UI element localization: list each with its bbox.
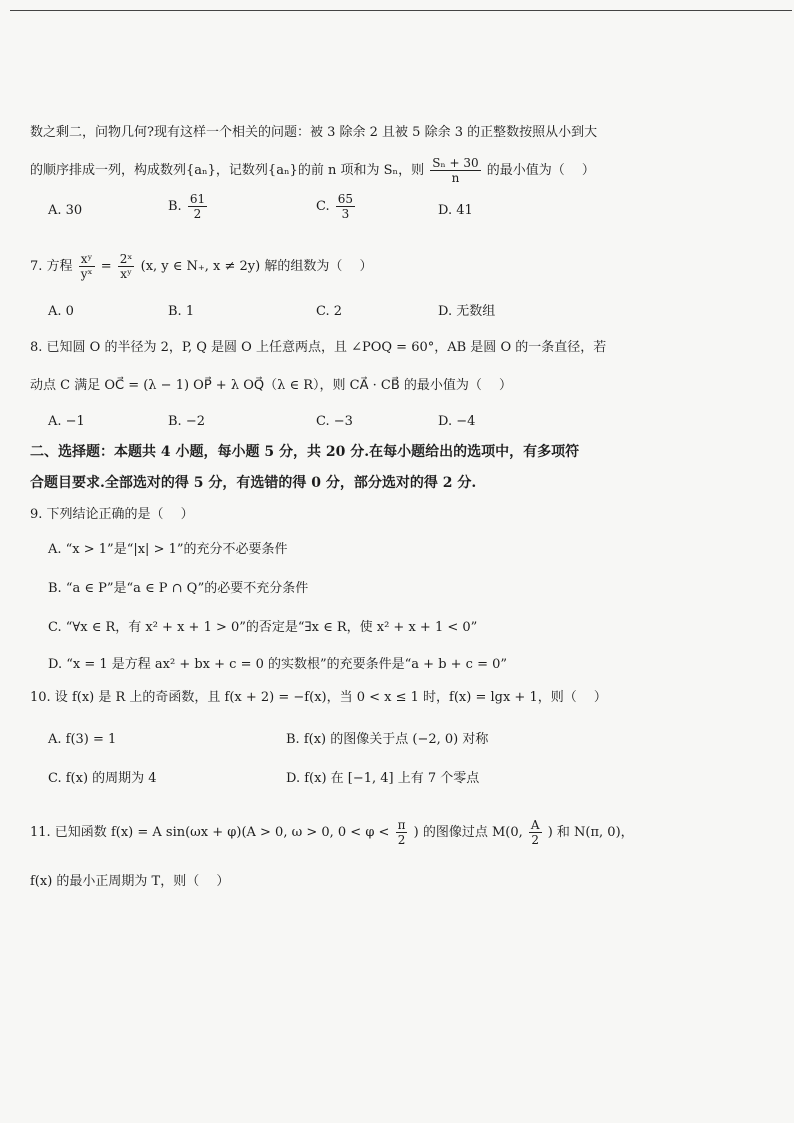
q9-option-a: A. “x > 1”是“|x| > 1”的充分不必要条件 [48,542,288,557]
q10-stem: 10. 设 f(x) 是 R 上的奇函数，且 f(x + 2) = −f(x)，当 0 < x ≤ 1 时，f(x) = lgx + 1，则（ ） [30,690,607,705]
q6-fraction: $\frac{\text{Sₙ + 30}}{n}$ [432,156,479,185]
q10-option-a: A. f(3) = 1 [48,732,117,747]
q7-option-d: D. 无数组 [438,304,496,319]
top-rule [10,10,792,11]
q7-option-b: B. 1 [168,304,195,319]
q10-option-c: C. f(x) 的周期为 4 [48,771,157,786]
q10-option-b: B. f(x) 的图像关于点 (−2, 0) 对称 [286,732,489,747]
q6-line1: 数之剩二，问物几何?现有这样一个相关的问题：被 3 除余 2 且被 5 除余 3 的正整数按照从小到大 [30,125,598,140]
q11-line2: f(x) 的最小正周期为 T，则（ ） [30,874,230,889]
q6-option-d: D. 41 [438,203,473,218]
q8-option-d: D. −4 [438,414,476,429]
q11-line1: 11. 已知函数 f(x) = A sin(ωx + φ)(A > 0, ω > 0, 0 < φ < $\frac{\pi}{2}$ ) 的图像过点 M(0, $\frac{A}{2}$ ) 和 N(π, 0)， [30,818,634,847]
q8-option-c: C. −3 [316,414,353,429]
q8-line2: 动点 C 满足 OC⃗ = (λ − 1) OP⃗ + λ OQ⃗（λ ∈ R），则 CA⃗ · CB⃗ 的最小值为（ ） [30,378,513,393]
section2-heading-line2: 合题目要求.全部选对的得 5 分，有选错的得 0 分，部分选对的得 2 分. [30,475,477,491]
q8-option-b: B. −2 [168,414,205,429]
q7-option-a: A. 0 [48,304,74,319]
q9-option-b: B. “a ∈ P”是“a ∈ P ∩ Q”的必要不充分条件 [48,581,309,596]
q6-option-a: A. 30 [48,203,83,218]
q8-line1: 8. 已知圆 O 的半径为 2，P, Q 是圆 O 上任意两点，且 ∠POQ = 60°，AB 是圆 O 的一条直径，若 [30,340,607,355]
q7-option-c: C. 2 [316,304,343,319]
q10-option-d: D. f(x) 在 [−1, 4] 上有 7 个零点 [286,771,480,786]
q7-stem: 7. 方程 $\frac{\text{xʸ}}{\text{yˣ}}$ = $\frac{\text{2ˣ}}{\text{xʸ}}$ (x, y ∈ N₊, x ≠ 2y) 解的组数为（ ） [30,252,373,281]
q6-option-c: C. $\frac{65}{3}$ [316,192,354,221]
q9-stem: 9. 下列结论正确的是（ ） [30,507,194,522]
q9-option-c: C. “∀x ∈ R，有 x² + x + 1 > 0”的否定是“∃x ∈ R，使 x² + x + 1 < 0” [48,620,478,635]
q6-option-b: B. $\frac{61}{2}$ [168,192,206,221]
q9-option-d: D. “x = 1 是方程 ax² + bx + c = 0 的实数根”的充要条件是“a + b + c = 0” [48,657,508,672]
q6-line2: 的顺序排成一列，构成数列{aₙ}，记数列{aₙ}的前 n 项和为 Sₙ，则 $\frac{\text{Sₙ + 30}}{n}$ 的最小值为（ ） [30,156,595,185]
section2-heading-line1: 二、选择题：本题共 4 小题，每小题 5 分，共 20 分.在每小题给出的选项中，有多项符 [30,444,580,460]
q8-option-a: A. −1 [48,414,85,429]
